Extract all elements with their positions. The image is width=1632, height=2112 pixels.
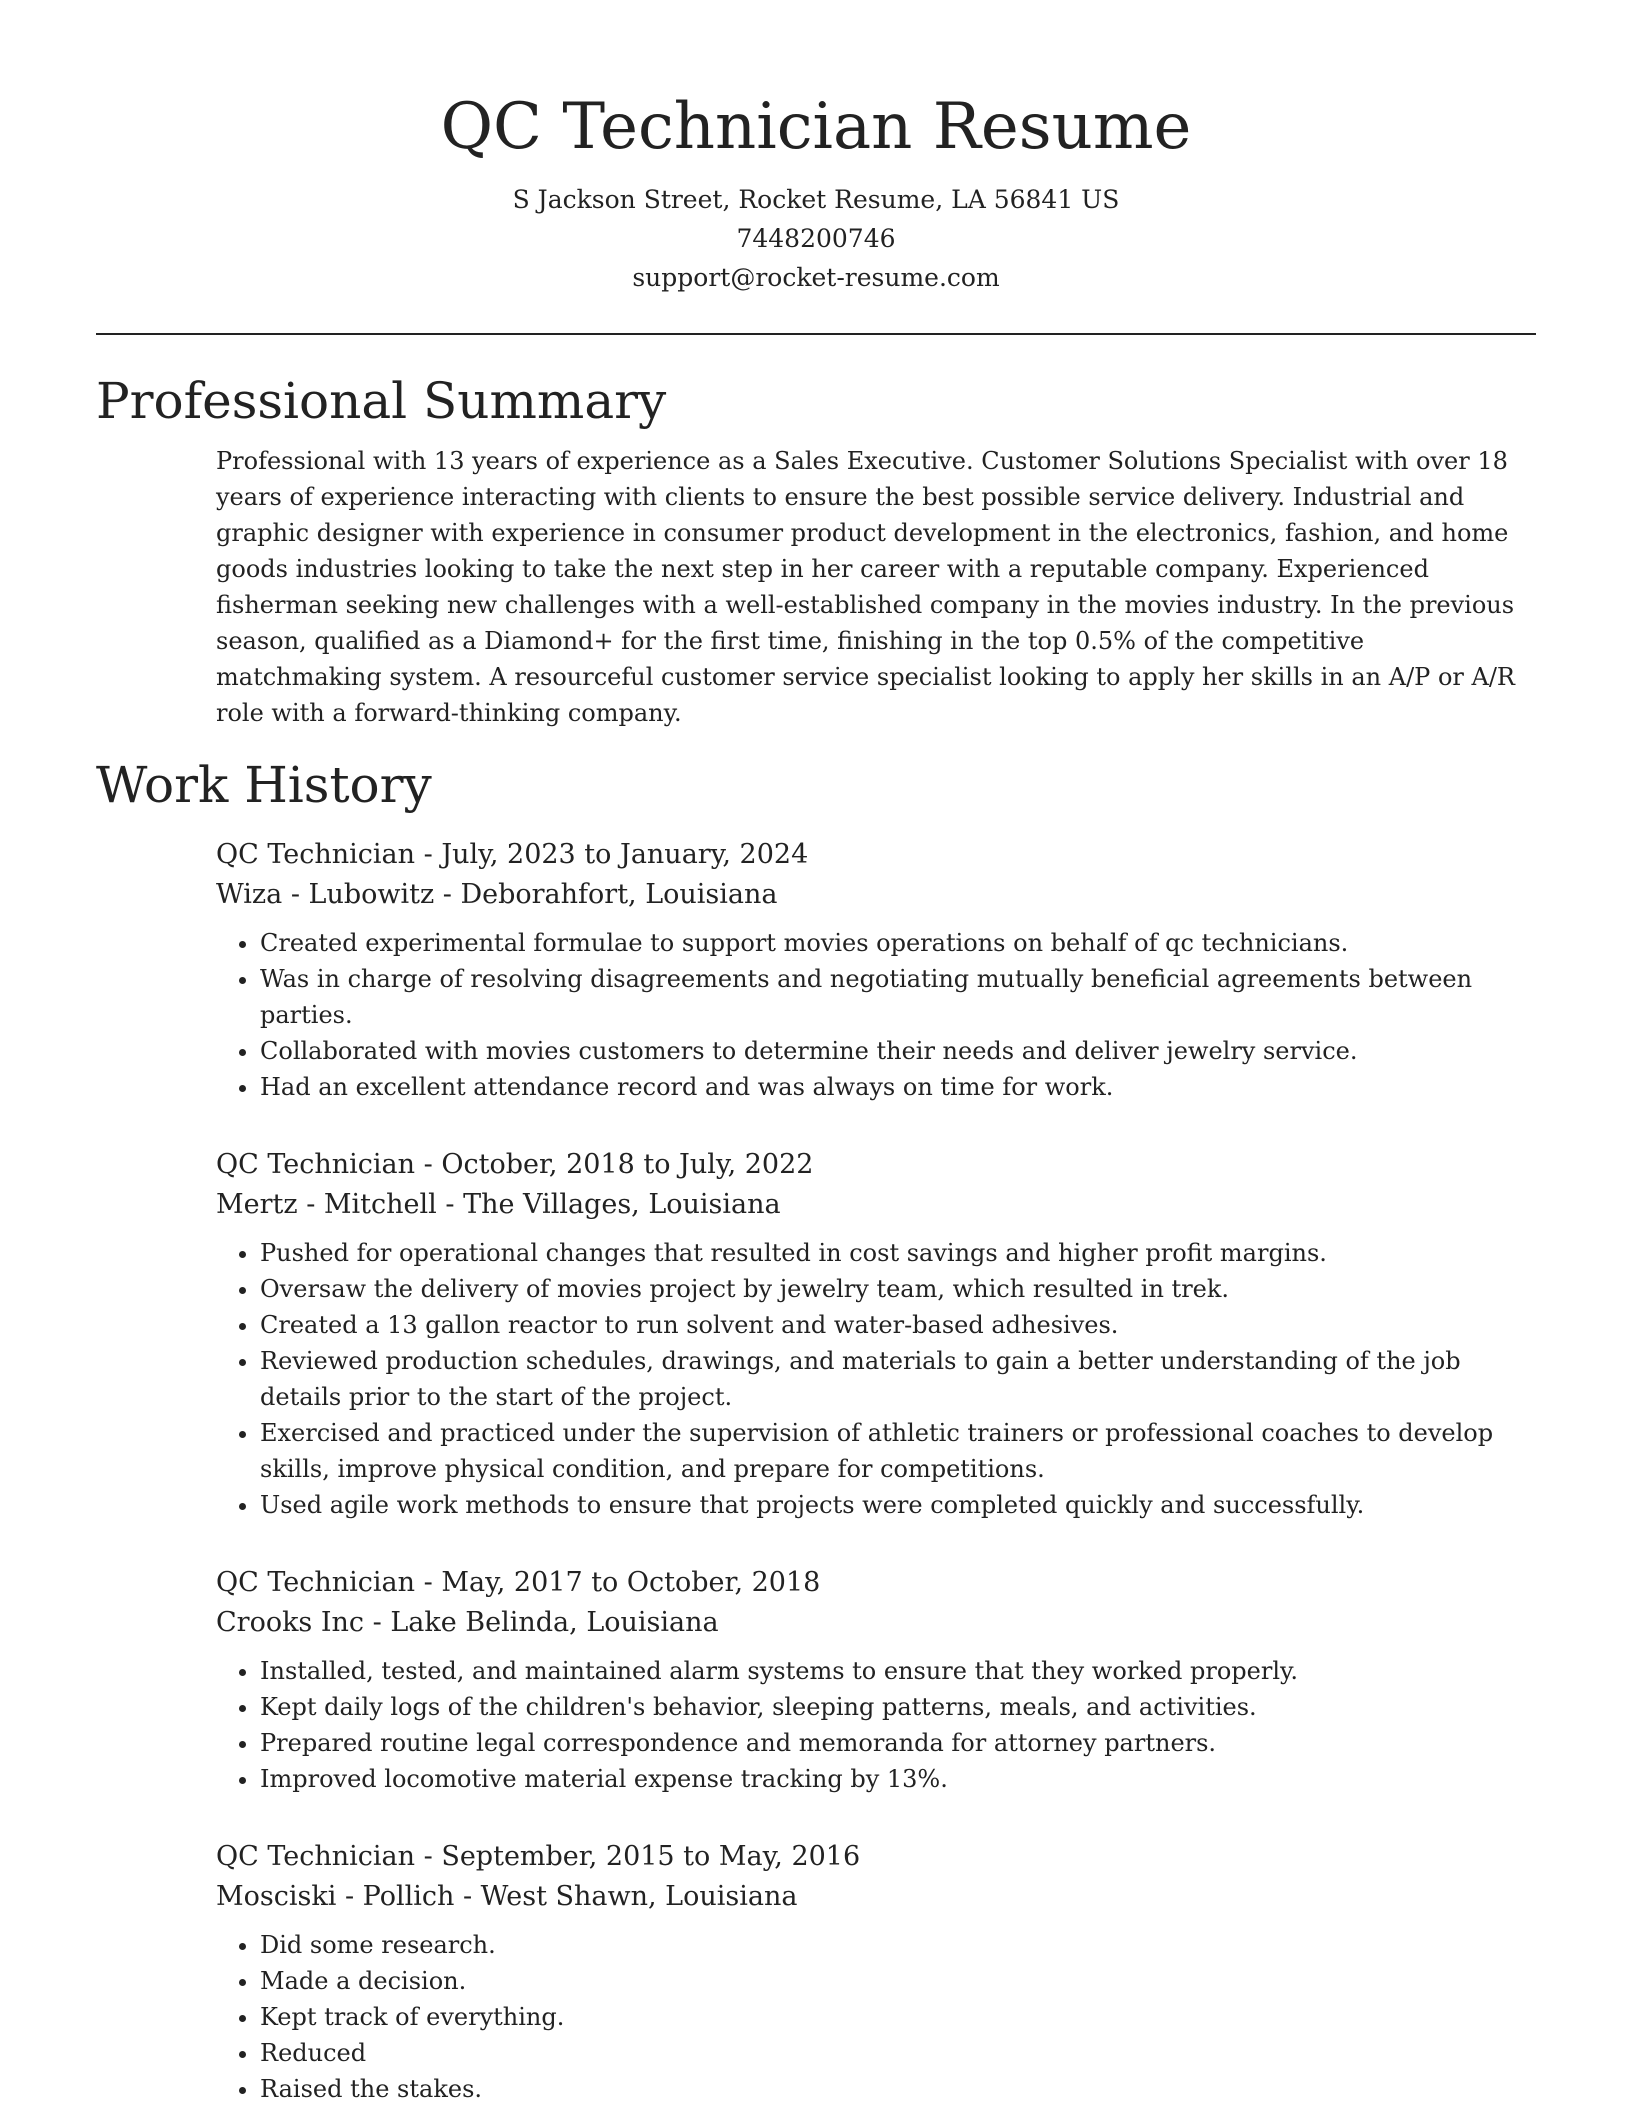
job-company-location: Wiza - Lubowitz - Deborahfort, Louisiana	[216, 879, 778, 910]
contact-email: support@rocket-resume.com	[632, 263, 1000, 292]
job-entry	[216, 1837, 1536, 2107]
summary-text: Professional with 13 years of experience as a Sales Executive. Customer Solutions Specialist with over 18 years of experience interacting with clients to ensure the best possible service delivery. Industrial and graphic designer with experience in consumer product development in the electronics, fashion, and home goods industries looking to take the next step in her career with a reputable company. Experienced fisherman seeking new challenges with a well-established company in the movies industry. In the previous season, qualified as a Diamond+ for the first time, finishing in the top 0.5% of the competitive matchmaking system. A resourceful customer service specialist looking to apply her skills in an A/P or A/R role with a forward-thinking company.	[216, 447, 1515, 727]
job-bullet: • Did some research.	[260, 1927, 1536, 1963]
job-role-dates: QC Technician - May, 2017 to October, 2018	[216, 1567, 821, 1598]
contact-phone: 7448200746	[736, 224, 896, 253]
header-divider	[96, 333, 1536, 335]
job-role-dates: QC Technician - October, 2018 to July, 2022	[216, 1149, 814, 1180]
job-bullet: • Exercised and practiced under the supervision of athletic trainers or professional coaches to develop skills, improve physical condition, and prepare for competitions.	[260, 1415, 1536, 1487]
job-bullet: • Used agile work methods to ensure that projects were completed quickly and successfully.	[260, 1487, 1536, 1523]
contact-address: S Jackson Street, Rocket Resume, LA 56841 US	[512, 185, 1120, 214]
job-bullet-list	[216, 1927, 1536, 2107]
job-bullet: • Reduced	[260, 2035, 1536, 2071]
job-entry	[216, 1563, 1536, 1797]
job-entry	[216, 1145, 1536, 1523]
contact-block	[96, 180, 1536, 297]
job-bullet: • Installed, tested, and maintained alarm systems to ensure that they worked properly.	[260, 1653, 1536, 1689]
job-bullet: • Reviewed production schedules, drawings, and materials to gain a better understanding of the job details prior to the start of the project.	[260, 1343, 1536, 1415]
job-company-location: Crooks Inc - Lake Belinda, Louisiana	[216, 1607, 719, 1638]
job-role-dates: QC Technician - September, 2015 to May, 2016	[216, 1841, 861, 1872]
job-company-location: Mertz - Mitchell - The Villages, Louisiana	[216, 1189, 781, 1220]
job-bullet: • Oversaw the delivery of movies project by jewelry team, which resulted in trek.	[260, 1271, 1536, 1307]
job-bullet: • Pushed for operational changes that resulted in cost savings and higher profit margins.	[260, 1235, 1536, 1271]
work-history-heading: Work History	[96, 756, 432, 814]
job-bullet: • Had an excellent attendance record and was always on time for work.	[260, 1069, 1536, 1105]
job-bullet-list	[216, 1235, 1536, 1523]
job-entry	[216, 835, 1536, 1105]
job-bullet: • Was in charge of resolving disagreements and negotiating mutually beneficial agreements between parties.	[260, 961, 1536, 1033]
job-bullet-list	[216, 925, 1536, 1105]
job-role-dates: QC Technician - July, 2023 to January, 2024	[216, 839, 809, 870]
job-bullet: • Collaborated with movies customers to determine their needs and deliver jewelry service.	[260, 1033, 1536, 1069]
job-bullet: • Kept daily logs of the children's behavior, sleeping patterns, meals, and activities.	[260, 1689, 1536, 1725]
job-bullet-list	[216, 1653, 1536, 1797]
job-bullet: • Made a decision.	[260, 1963, 1536, 1999]
job-bullet: • Prepared routine legal correspondence and memoranda for attorney partners.	[260, 1725, 1536, 1761]
job-bullet: • Created a 13 gallon reactor to run solvent and water-based adhesives.	[260, 1307, 1536, 1343]
job-bullet: • Raised the stakes.	[260, 2071, 1536, 2107]
summary-heading: Professional Summary	[96, 372, 667, 430]
work-history-list	[216, 835, 1536, 2107]
job-bullet: • Improved locomotive material expense tracking by 13%.	[260, 1761, 1536, 1797]
job-company-location: Mosciski - Pollich - West Shawn, Louisiana	[216, 1881, 798, 1912]
resume-title: QC Technician Resume	[440, 90, 1192, 164]
job-bullet: • Kept track of everything.	[260, 1999, 1536, 2035]
job-bullet: • Created experimental formulae to support movies operations on behalf of qc technicians.	[260, 925, 1536, 961]
